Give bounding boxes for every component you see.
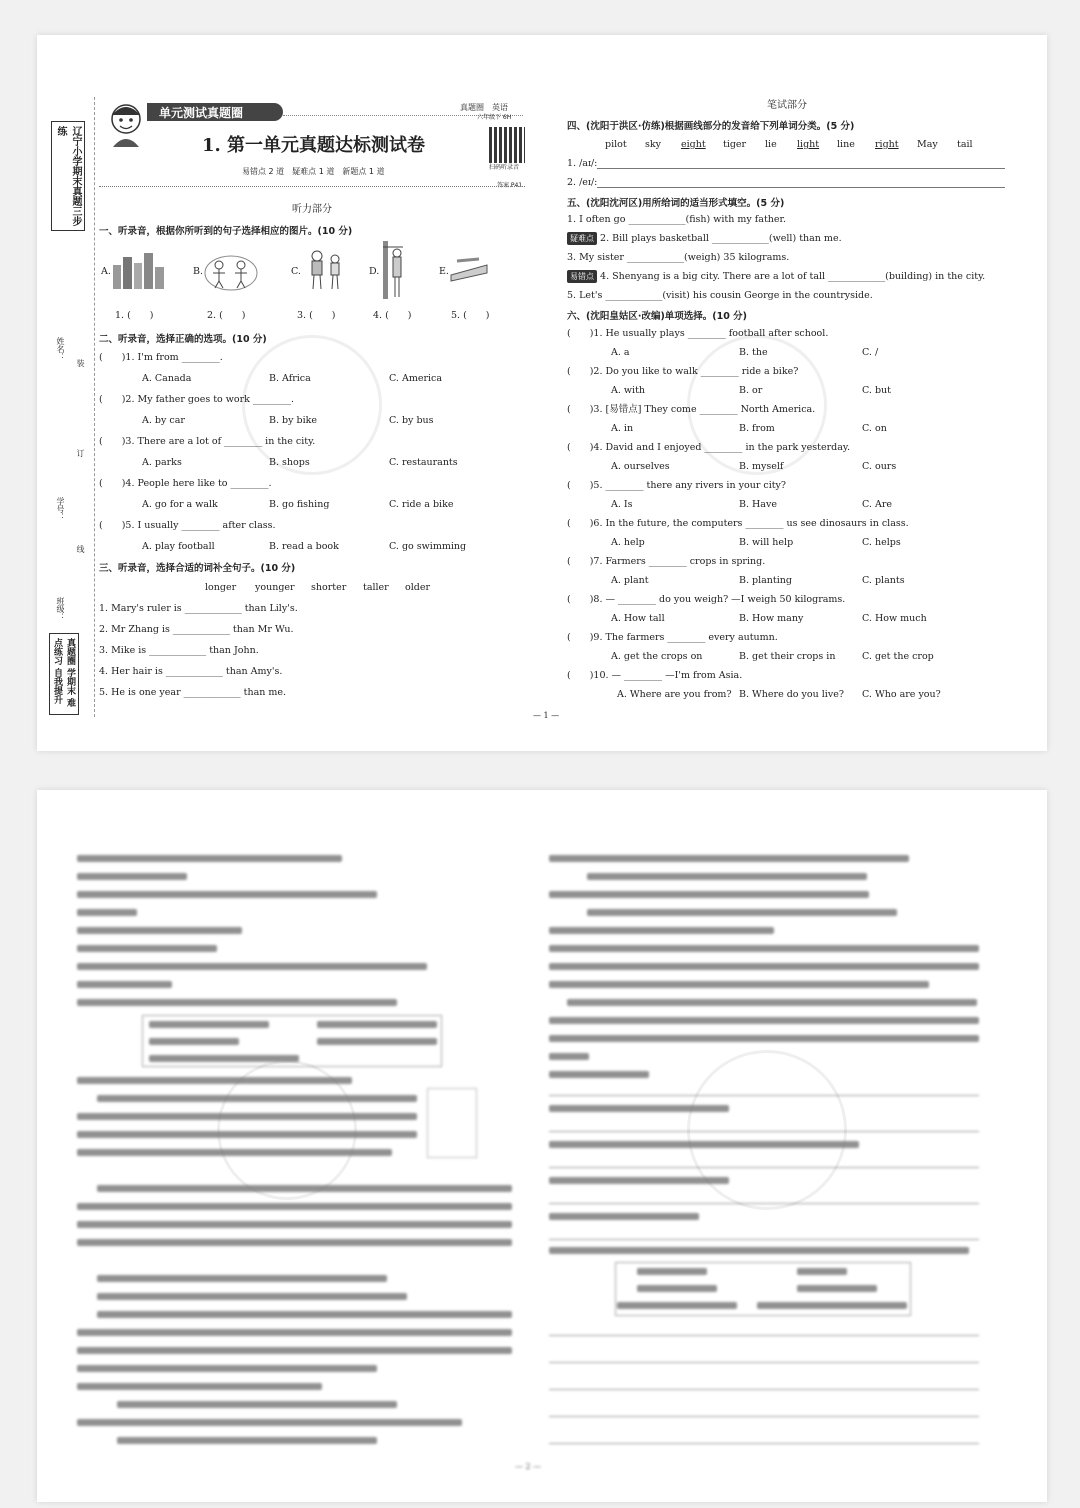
- height-measure-picture: [379, 239, 409, 301]
- q6-item-5-option-c[interactable]: C. Are: [862, 499, 892, 510]
- q6-item-5-option-b[interactable]: B. Have: [739, 499, 777, 510]
- q6-item-3-option-a[interactable]: A. in: [611, 423, 634, 434]
- series-brand: 辽宁小学期末真题三步练: [51, 121, 85, 231]
- q6-item-3-option-b[interactable]: B. from: [739, 423, 775, 434]
- phonics-word: light: [797, 139, 820, 150]
- q6-item-6-stem: ( )6. In the future, the computers ________ us see dinosaurs in class.: [567, 518, 909, 529]
- exam-page-1: [37, 35, 1047, 751]
- exam-page-2: [37, 790, 1047, 1502]
- q6-item-7-option-b[interactable]: B. planting: [739, 575, 792, 586]
- q2-item-3-option-a[interactable]: A. parks: [142, 457, 182, 468]
- q1-answer-2[interactable]: 2. ( ): [207, 310, 246, 321]
- q2-item-5-option-b[interactable]: B. read a book: [269, 541, 339, 552]
- q6-item-10-stem: ( )10. — ________ —I'm from Asia.: [567, 670, 743, 681]
- q2-item-5-option-c[interactable]: C. go swimming: [389, 541, 467, 552]
- q1-answer-5[interactable]: 5. ( ): [451, 310, 490, 321]
- q6-item-10-option-c[interactable]: C. Who are you?: [862, 689, 941, 700]
- q2-item-2-option-a[interactable]: A. by car: [142, 415, 185, 426]
- q2-item-3-stem: ( )3. There are a lot of ________ in the city.: [99, 436, 316, 447]
- children-playing-picture: [203, 251, 259, 291]
- q3-heading: 三、听录音，选择合适的词补全句子。(10 分): [99, 563, 296, 574]
- margin-mark: 订: [76, 449, 85, 457]
- q6-item-3-option-c[interactable]: C. on: [862, 423, 887, 434]
- listening-section-title: 听力部分: [292, 204, 332, 215]
- answer-line[interactable]: [597, 187, 1005, 188]
- q6-item-7-option-a[interactable]: A. plant: [611, 575, 649, 586]
- student-id-field-label: 学号：: [56, 497, 65, 521]
- q2-item-1-option-a[interactable]: A. Canada: [142, 373, 192, 384]
- blurred-content: [37, 790, 1047, 1502]
- answer-line[interactable]: [597, 168, 1005, 169]
- q6-item-2-option-b[interactable]: B. or: [739, 385, 763, 396]
- q1-answer-3[interactable]: 3. ( ): [297, 310, 336, 321]
- q2-item-3-option-c[interactable]: C. restaurants: [389, 457, 458, 468]
- q6-item-5-stem: ( )5. ________ there any rivers in your city?: [567, 480, 787, 491]
- q3-item-5[interactable]: 5. He is one year ____________ than me.: [99, 687, 287, 698]
- q6-item-10-option-a[interactable]: A. Where are you from?: [617, 689, 732, 700]
- header-divider: [99, 186, 525, 187]
- page-title: 1. 第一单元真题达标测试卷: [202, 135, 426, 156]
- q6-item-6-option-a[interactable]: A. help: [611, 537, 645, 548]
- phonics-word: tiger: [723, 139, 747, 150]
- q4-heading: 四、(沈阳于洪区·仿练)根据画线部分的发音给下列单词分类。(5 分): [567, 121, 855, 132]
- class-field-label: 班级：: [56, 597, 65, 621]
- q6-item-2-option-a[interactable]: A. with: [611, 385, 646, 396]
- q6-item-8-stem: ( )8. — ________ do you weigh? —I weigh 50 kilograms.: [567, 594, 846, 605]
- q2-item-1-stem: ( )1. I'm from ________.: [99, 352, 223, 363]
- two-people-picture: [299, 249, 355, 289]
- q5-item-4[interactable]: [567, 270, 985, 283]
- picture-label: B.: [193, 266, 204, 277]
- q6-item-1-option-a[interactable]: A. a: [611, 347, 630, 358]
- q6-item-2-option-c[interactable]: C. but: [862, 385, 891, 396]
- q6-item-1-stem: ( )1. He usually plays ________ football after school.: [567, 328, 829, 339]
- q6-item-6-option-c[interactable]: C. helps: [862, 537, 901, 548]
- q6-item-9-option-a[interactable]: A. get the crops on: [611, 651, 703, 662]
- page-number: — 2 —: [515, 1462, 542, 1471]
- word-bank-word: younger: [255, 582, 295, 593]
- q5-item-5[interactable]: [567, 289, 873, 302]
- written-section-title: 笔试部分: [767, 100, 807, 111]
- q6-item-7-stem: ( )7. Farmers ________ crops in spring.: [567, 556, 766, 567]
- q2-item-2-stem: ( )2. My father goes to work ________.: [99, 394, 294, 405]
- q5-heading: 五、(沈阳沈河区)用所给词的适当形式填空。(5 分): [567, 198, 785, 209]
- q6-item-4-option-a[interactable]: A. ourselves: [611, 461, 670, 472]
- picture-label: C.: [291, 266, 301, 277]
- phonics-word: lie: [765, 139, 777, 150]
- difficulty-badge: 疑难点: [567, 232, 597, 245]
- word-bank-word: taller: [363, 582, 389, 593]
- q5-item-5-text: 5. Let's ____________(visit) his cousin George in the countryside.: [567, 290, 873, 301]
- phonics-word: pilot: [605, 139, 627, 150]
- error-prone-badge: 易错点: [567, 270, 597, 283]
- phonics-word: line: [837, 139, 855, 150]
- q5-item-4-text: 4. Shenyang is a big city. There are a lot of tall ____________(building) in the city.: [600, 271, 986, 282]
- q5-item-1[interactable]: [567, 213, 786, 226]
- banner: [147, 103, 283, 121]
- q2-item-1-option-c[interactable]: C. America: [389, 373, 443, 384]
- watermark-stamp: [217, 1060, 357, 1200]
- q2-item-2-option-c[interactable]: C. by bus: [389, 415, 434, 426]
- q3-item-2[interactable]: 2. Mr Zhang is ____________ than Mr Wu.: [99, 624, 294, 635]
- sound-row-1: 1. /aɪ/:: [567, 158, 598, 169]
- q6-item-9-option-c[interactable]: C. get the crop: [862, 651, 934, 662]
- q6-item-7-option-c[interactable]: C. plants: [862, 575, 905, 586]
- q5-item-1-text: 1. I often go ____________(fish) with my father.: [567, 214, 787, 225]
- q2-item-3-option-b[interactable]: B. shops: [269, 457, 310, 468]
- q6-item-6-option-b[interactable]: B. will help: [739, 537, 794, 548]
- picture-label: E.: [439, 266, 449, 277]
- picture-label: D.: [369, 266, 380, 277]
- q5-item-2-text: 2. Bill plays basketball ____________(well) than me.: [600, 233, 842, 244]
- binding-sidebar: [37, 97, 95, 717]
- q6-item-9-stem: ( )9. The farmers ________ every autumn.: [567, 632, 778, 643]
- page-number: — 1 —: [533, 711, 560, 720]
- q1-answer-4[interactable]: 4. ( ): [373, 310, 412, 321]
- q5-item-3-text: 3. My sister ____________(weigh) 35 kilograms.: [567, 252, 790, 263]
- qr-code-icon[interactable]: [489, 127, 525, 163]
- q6-item-8-option-c[interactable]: C. How much: [862, 613, 927, 624]
- word-bank-word: shorter: [311, 582, 347, 593]
- q6-item-4-stem: ( )4. David and I enjoyed ________ in the park yesterday.: [567, 442, 850, 453]
- q6-item-4-option-b[interactable]: B. myself: [739, 461, 784, 472]
- phonics-word: eight: [681, 139, 706, 150]
- q6-item-4-option-c[interactable]: C. ours: [862, 461, 897, 472]
- q2-item-2-option-b[interactable]: B. by bike: [269, 415, 317, 426]
- name-field-label: 姓名：: [56, 337, 65, 361]
- q2-item-4-option-b[interactable]: B. go fishing: [269, 499, 330, 510]
- margin-mark: 线: [76, 545, 85, 553]
- difficulty-points: 易错点 2 道 疑难点 1 道 新题点 1 道: [242, 167, 385, 176]
- q5-item-3[interactable]: [567, 251, 789, 264]
- phonics-word: right: [875, 139, 899, 150]
- q2-item-5-stem: ( )5. I usually ________ after class.: [99, 520, 276, 531]
- qr-caption: 扫码听录音: [489, 164, 520, 171]
- q2-item-4-option-c[interactable]: C. ride a bike: [389, 499, 454, 510]
- q6-item-10-option-b[interactable]: B. Where do you live?: [739, 689, 844, 700]
- q1-answer-1[interactable]: 1. ( ): [115, 310, 154, 321]
- q6-item-1-option-b[interactable]: B. the: [739, 347, 768, 358]
- q6-item-3-stem: ( )3. [易错点] They come ________ North America.: [567, 404, 816, 415]
- q3-item-1[interactable]: 1. Mary's ruler is ____________ than Lily's.: [99, 603, 298, 614]
- q2-item-4-option-a[interactable]: A. go for a walk: [142, 499, 218, 510]
- q1-heading: 一、听录音，根据你所听到的句子选择相应的图片。(10 分): [99, 226, 353, 237]
- q6-heading: 六、(沈阳皇姑区·改编)单项选择。(10 分): [567, 311, 748, 322]
- q6-item-8-option-b[interactable]: B. How many: [739, 613, 804, 624]
- watermark-stamp: [687, 1050, 847, 1210]
- q3-item-3[interactable]: 3. Mike is ____________ than John.: [99, 645, 259, 656]
- q6-item-8-option-a[interactable]: A. How tall: [611, 613, 665, 624]
- margin-mark: 装: [76, 359, 85, 367]
- park-bench-picture: [449, 255, 489, 283]
- q6-item-9-option-b[interactable]: B. get their crops in: [739, 651, 836, 662]
- q2-heading: 二、听录音，选择正确的选项。(10 分): [99, 334, 267, 345]
- city-buildings-picture: [111, 251, 167, 291]
- grade-label: 六年级下 6H: [477, 114, 512, 121]
- q3-item-4[interactable]: 4. Her hair is ____________ than Amy's.: [99, 666, 283, 677]
- phonics-word: May: [917, 139, 938, 150]
- sound-row-2: 2. /eɪ/:: [567, 177, 598, 188]
- phonics-word: tail: [957, 139, 973, 150]
- q6-item-1-option-c[interactable]: C. /: [862, 347, 879, 358]
- q2-item-5-option-a[interactable]: A. play football: [142, 541, 215, 552]
- banner-text: 单元测试真题圈: [159, 106, 244, 120]
- q5-item-2[interactable]: [567, 232, 842, 245]
- brand-label: 真题圈 英语: [460, 103, 508, 112]
- q2-item-4-stem: ( )4. People here like to ________.: [99, 478, 272, 489]
- answer-reference: 答案 P41: [497, 182, 523, 189]
- mascot-logo: [105, 101, 147, 149]
- q6-item-5-option-a[interactable]: A. Is: [611, 499, 633, 510]
- word-bank-word: longer: [205, 582, 237, 593]
- q6-item-2-stem: ( )2. Do you like to walk ________ ride a bike?: [567, 366, 799, 377]
- picture-label: A.: [101, 266, 111, 277]
- phonics-word: sky: [645, 139, 661, 150]
- q2-item-1-option-b[interactable]: B. Africa: [269, 373, 311, 384]
- word-bank-word: older: [405, 582, 431, 593]
- brand-seal: 真题圈 学期末 难点练习 自我提升: [49, 633, 79, 715]
